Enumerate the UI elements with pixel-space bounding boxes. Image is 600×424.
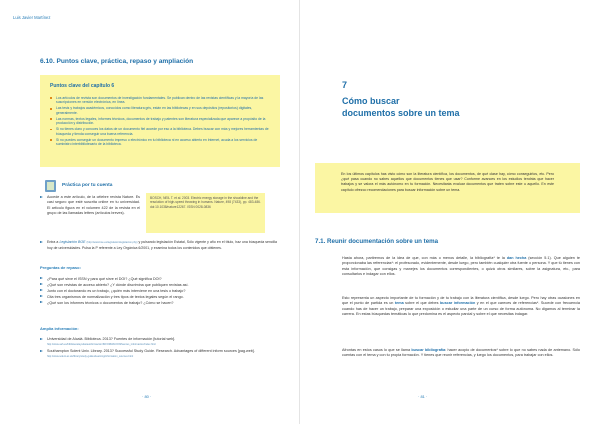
further-info-item: [40, 349, 280, 359]
review-question: Cita tres organismos de normalización y tres tipos de textos legales según el rango.: [40, 294, 280, 300]
further-info-url[interactable]: http://www.solent.ac.uk/library/study-guides/learning/information_sources.html: [47, 355, 134, 358]
key-point-item: Las normas, textos legales, informes técnicos, documentos de trabajo y patentes son literatura especializada que aparece a propósito de la producción y distribución.: [50, 117, 270, 126]
further-info-text: Southampton Solent Univ. Library. 2013? Successful Study Guide. Research. Advantages of different inform sources [pag.web].: [47, 349, 255, 353]
review-questions-list: [40, 276, 280, 306]
triangle-bullet-icon: [40, 289, 43, 291]
further-info-list: [40, 337, 280, 361]
keyword: buscar información: [440, 301, 476, 306]
review-questions-heading: Preguntas de repaso:: [40, 265, 81, 270]
page-number-left: · 80 ·: [142, 394, 152, 399]
review-question: ¿Qué son los informes técnicos o documentos de trabajo? ¿Cómo se hacen?: [40, 300, 280, 306]
running-header-author: Luis Javier Martínez: [13, 15, 51, 20]
chapter-title-line-2: documentos sobre un tema: [342, 108, 460, 118]
entra-prefix: Entra a: [47, 240, 60, 244]
chapter-intro-box: En los últimos capítulos has visto cómo son la literatura científica, los documentos, de qué clase hay, cómo conseguirlos, etc. Pero ¿qué pasa cuando no sabes aquellos que documentos tienes que usar? Conforme avances en los estudios tendrás que hacer trabajos y se valora el más autónomo en tu formación. Necesitarás evaluar documentos que traten sobre este u aquello. En este capítulo ofrezco recomendaciones para buscar información sobre un tema.: [315, 163, 580, 213]
subsection-title: 7.1. Reunir documentación sobre un tema: [315, 238, 439, 245]
further-info-url[interactable]: http://www.uah.es/biblioteca/ayuda/autoformacion/INFORMACION/fuentes_informacion/index.html: [47, 343, 156, 346]
triangle-bullet-icon: [40, 283, 43, 285]
practice-boe-item: [47, 240, 277, 251]
further-info-text: Universidad de Alcalá. Biblioteca. 2013? Fuentes de información [tutorial web].: [47, 337, 176, 341]
page-number-right: · 81 ·: [418, 394, 428, 399]
boe-url[interactable]: (http://www.boe.es/legislacion/legislacion.php): [86, 241, 138, 244]
practice-icon: [45, 180, 56, 192]
key-point-item: Las tesis y trabajos académicos, conocidos como literatura gris, están en las bibliotecas y en sus depósitos (repositorios) digitales, generalmente.: [50, 106, 270, 115]
triangle-bullet-icon: [40, 295, 43, 297]
further-info-item: [40, 337, 280, 347]
section-title: 6.10. Puntos clave, práctica, repaso y ampliación: [40, 58, 194, 65]
key-point-item: Los artículos de revista son documentos de investigación fundamentales. Se publican dentro de las revistas científicas y la mayoría de las suscripciones en versión electrónica, en línea.: [50, 96, 270, 105]
key-points-title: Puntos clave del capítulo 6: [50, 83, 115, 89]
key-points-box: [40, 75, 280, 167]
keyword: tema: [394, 301, 404, 306]
triangle-bullet-icon: [40, 350, 43, 352]
further-info-heading: Amplía información:: [40, 326, 79, 331]
review-question: ¿Qué son revistas de acceso abierto? ¿Y dónde discrimina que publiquen revistas así.: [40, 282, 280, 288]
key-point-item: Si no puedes conseguir un documento impreso o electrónico en tu biblioteca ni en acceso abierto en Internet, acuda a los servicios de suministro interbibliotecario de la biblioteca.: [50, 138, 270, 147]
practice-article-item: [40, 195, 140, 216]
triangle-bullet-icon: [40, 301, 43, 303]
chapter-title: [342, 95, 572, 119]
keyword: buscar bibliografía: [411, 348, 446, 352]
triangle-bullet-icon: [40, 241, 43, 243]
practice-title: Práctica por tu cuenta: [62, 183, 113, 188]
paragraph-2: Esto representa un aspecto importante de tu formación y de tu trabajo con la literatura científica, desde luego. Pero hay otras ocasiones en que el punto de partida es un tema sobre el que debes buscar información y en el que careces de referencias*. Sucede con frecuencia cuando has de hacer un trabajo, preparar una exposición o estudiar una parte de un curso de forma autónoma. No digamos al terminar la carrera. En estas búsquedas temáticas lo que predomina es el aspecto parcial y sobre el que necesitas indagar.: [342, 296, 581, 317]
triangle-bullet-icon: [40, 196, 43, 198]
boe-link[interactable]: Legislación BOE: [59, 240, 86, 244]
review-question: Junto con el doctorando es un trabajo, ¿quién más interviene en una tesis o trabajo?: [40, 288, 280, 294]
review-question: ¿Para qué sirve el ISSN y para qué sirve el DOI? ¿Qué significa DOI?: [40, 276, 280, 282]
keyword: dan hecha: [506, 256, 527, 260]
right-page: [300, 0, 600, 424]
paragraph-3: Afrontas en estos casos lo que se llama buscar bibliografía: hacer acopio de documentos* sobre lo que no sabes nada de antemano. Sólo cuentas con el tema y con tu propia formación. Y tienes que reunir referencias, y luego los documentos, para trabajar con ellos.: [342, 348, 580, 358]
chapter-number: 7: [342, 80, 348, 90]
triangle-bullet-icon: [40, 277, 43, 279]
entra-rest: y pulsando legislación Estatal, Sólo vigente y año en el título, haz una búsqueda sencilla hoy de universidades. Pulsa la P referente a Ley Orgánica 6/2001, y examina todos los contenidos que obtienes.: [47, 240, 277, 250]
key-points-list: [50, 96, 270, 146]
chapter-title-line-1: Cómo buscar: [342, 96, 400, 106]
triangle-bullet-icon: [40, 338, 43, 340]
paragraph-1: Hasta ahora, partiremos de la idea de que, con más o menos detalle, la bibliografía* te la dan hecha (sección 5.1). Que alguien te proporcionaba las referencias*: el profesorado, evidentemente, desde luego, pero también cualquier otra fuente o persona. Y que tú tienes con esta información, que consigas y manejes los documentos correspondientes, o quizá otros similares, sobre la asignatura, etc., para consultarlos e indagar con ellos.: [342, 256, 580, 277]
practice-article-text: Accede a este artículo, de la célebre revista Nature. Es casi seguro que esté suscrita online en tu universidad. El artículo figura en el volumen 422 de la revista en el grupo de las llamadas letters (artículos breves).: [47, 195, 140, 215]
key-point-item: Si no tienes claro y conoces los datos de un documento fiel accede por eso a la biblioteca. Debes buscar con más y mejores herramientas de búsqueda y tienda conseguir una buena referencia.: [50, 127, 270, 136]
reference-box: BOSCH, NEIL T. et al. 2003. Electric energy storage in the shoaldine and the resolution of high-speed throwing in humans. Nature, 498 (7433), pp. 483-486. doi:10.1038/nature12267. ISSN 0028-0836: [146, 193, 265, 233]
